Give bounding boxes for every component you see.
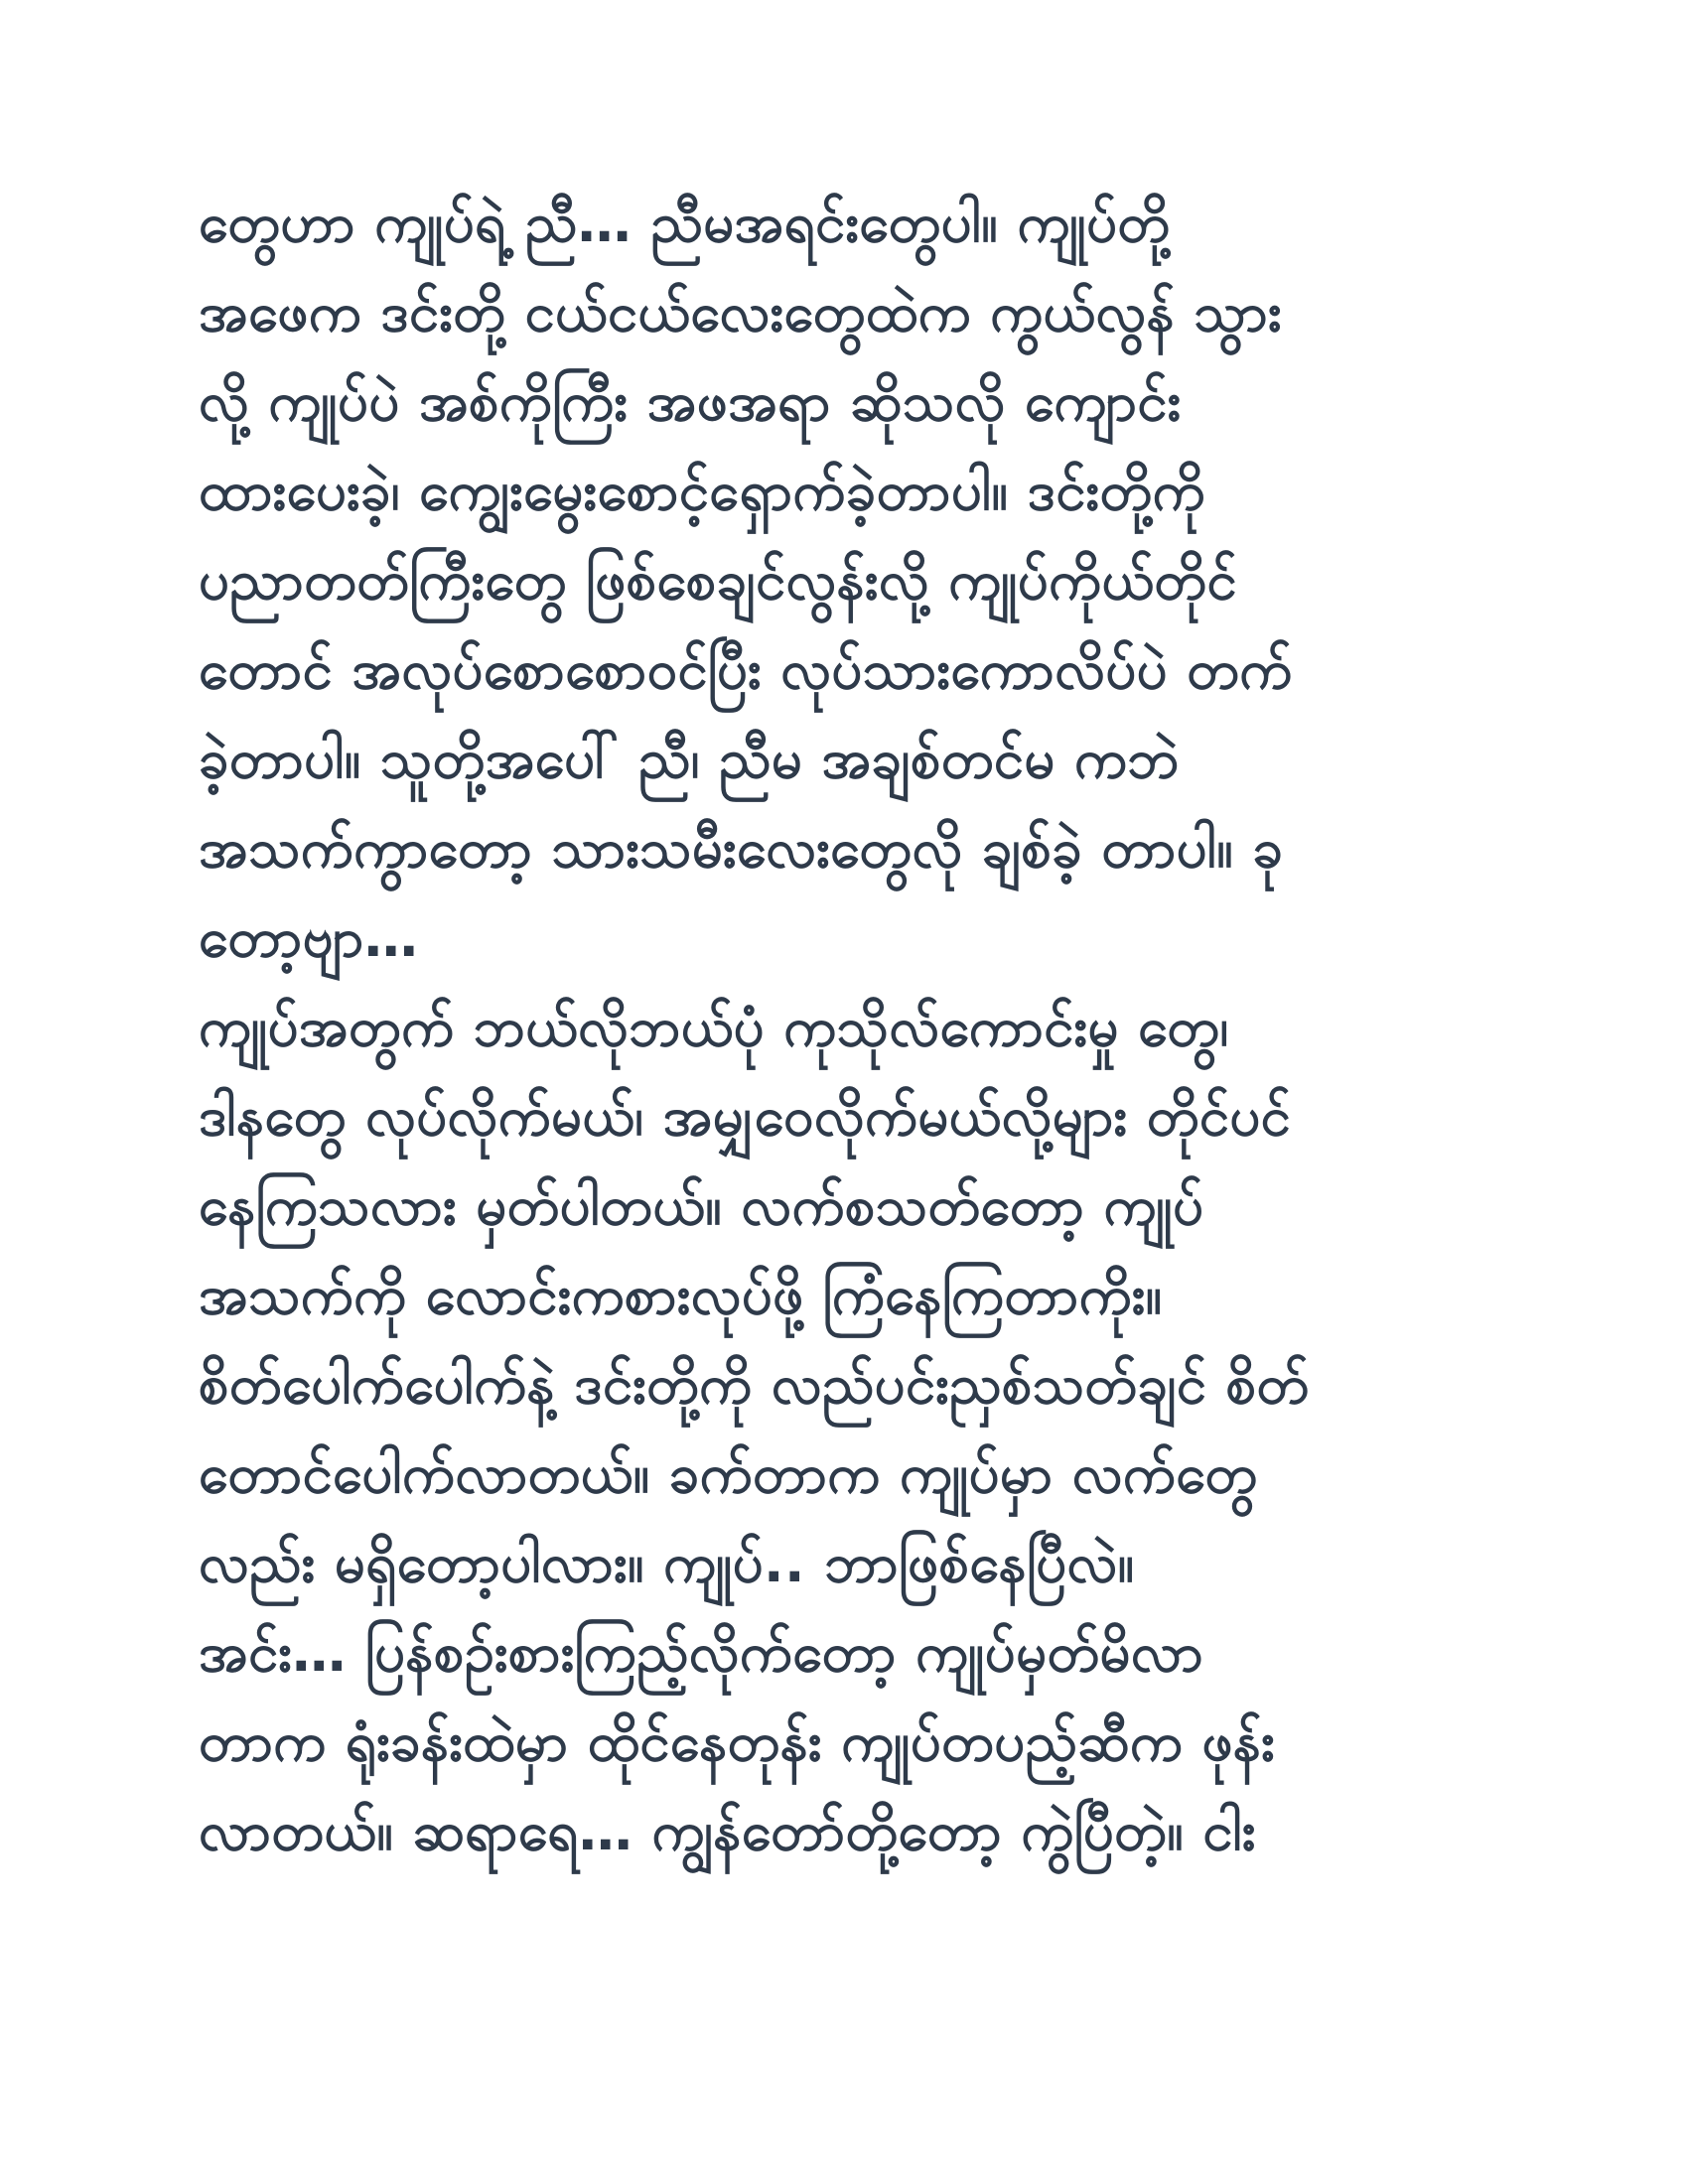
text-line: အင်း… ပြန်စဉ်းစားကြည့်လိုက်တော့ ကျုပ်မှတ်မိလာ [199,1621,1204,1684]
text-line: အသက်ကွာတော့ သားသမီးလေးတွေလို ချစ်ခဲ့ တာပါ။ ခု [199,817,1284,880]
text-line: တောင် အလုပ်စောစောဝင်ပြီး လုပ်သားကောလိပ်ပဲ တက် [199,638,1293,701]
text-line: လို့ ကျုပ်ပဲ အစ်ကိုကြီး အဖအရာ ဆိုသလို ကျောင်း [199,370,1182,433]
body-text [199,179,1509,1876]
text-line: အဖေက ဒင်းတို့ ငယ်ငယ်လေးတွေထဲက ကွယ်လွန် သွား [199,281,1282,343]
text-line: လာတယ်။ ဆရာရေ… ကျွန်တော်တို့တော့ ကွဲပြီတဲ့။ ငါး [199,1800,1256,1862]
text-line: ဒါနတွေ လုပ်လိုက်မယ်၊ အမျှဝေလိုက်မယ်လို့များ တိုင်ပင် [199,1085,1292,1148]
text-line: ခဲ့တာပါ။ သူတို့အပေါ် ညီ၊ ညီမ အချစ်တင်မ ကဘဲ [199,728,1180,790]
text-line: လည်း မရှိတော့ပါလား။ ကျုပ်.. ဘာဖြစ်နေပြီလဲ။ [199,1532,1135,1594]
text-line: အသက်ကို လောင်းကစားလုပ်ဖို့ ကြံနေကြတာကိုး။ [199,1264,1163,1326]
text-line: တောင်ပေါက်လာတယ်။ ခက်တာက ကျုပ်မှာ လက်တွေ [199,1442,1258,1505]
text-line: စိတ်ပေါက်ပေါက်နဲ့ ဒင်းတို့ကို လည်ပင်းညှစ်သတ်ချင် စိတ် [199,1353,1310,1416]
text-line: တွေဟာ ကျုပ်ရဲ့ ညီ… ညီမအရင်းတွေပါ။ ကျုပ်တို့ [199,192,1171,254]
text-line: ကျုပ်အတွက် ဘယ်လိုဘယ်ပုံ ကုသိုလ်ကောင်းမှု တွေ၊ [199,996,1229,1058]
text-line: တာက ရုံးခန်းထဲမှာ ထိုင်နေတုန်း ကျုပ်တပည့်ဆီက ဖုန်း [199,1710,1276,1773]
text-line: နေကြသလား မှတ်ပါတယ်။ လက်စသတ်တော့ ကျုပ် [199,1174,1204,1237]
text-line: ထားပေးခဲ့၊ ကျွေးမွေးစောင့်ရှောက်ခဲ့တာပါ။ ဒင်းတို့ကို [199,460,1205,522]
text-line: တော့ဗျာ… [199,906,419,969]
text-line: ပညာတတ်ကြီးတွေ ဖြစ်စေချင်လွန်းလို့ ကျုပ်ကိုယ်တိုင် [199,549,1237,612]
